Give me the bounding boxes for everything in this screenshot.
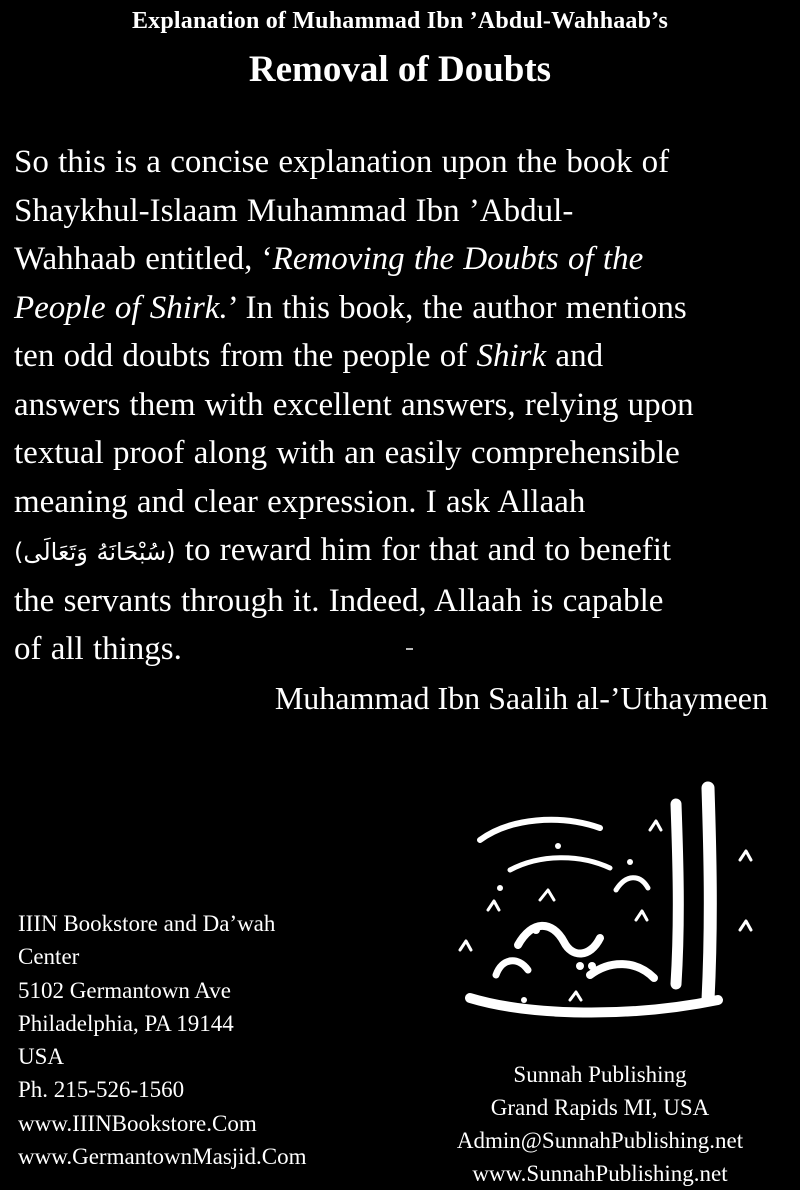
bookstore-country: USA: [18, 1044, 65, 1070]
description-line-part: ten odd doubts from the people of: [14, 338, 477, 374]
arabic-honorific: (سُبْحَانَهُ وَتَعَالَى): [14, 538, 176, 566]
description-line: textual proof along with an easily comprehensible: [14, 435, 680, 471]
description-line: meaning and clear expression. I ask Allaah: [14, 483, 586, 520]
description-line: Shaykhul-Islaam Muhammad Ibn ’Abdul-: [14, 192, 574, 229]
description-line-part: ’ In this book, the author mentions: [227, 289, 687, 326]
shirk-italic: Shirk: [476, 338, 547, 374]
description-line: [14, 235, 794, 284]
description-line: [14, 332, 794, 381]
publisher-website: www.SunnahPublishing.net: [472, 1161, 728, 1186]
cover-subtitle: Explanation of Muhammad Ibn ’Abdul-Wahhaab’s: [131, 8, 669, 34]
cover-title: Removal of Doubts: [248, 49, 552, 90]
publisher-name: Sunnah Publishing: [513, 1062, 687, 1087]
description-line: answers them with excellent answers, relying upon: [14, 386, 694, 423]
publisher-logo: [440, 770, 770, 1050]
description-text: [14, 138, 794, 674]
bookstore-website: www.IIINBookstore.Com: [18, 1110, 257, 1136]
description-line: [14, 526, 794, 577]
publisher-email: Admin@SunnahPublishing.net: [456, 1128, 744, 1153]
description-line: the servants through it. Indeed, Allaah is capable: [14, 582, 664, 619]
bookstore-name: IIIN Bookstore and Da’wah: [18, 911, 276, 936]
publisher-location: Grand Rapids MI, USA: [490, 1095, 710, 1120]
description-line: [14, 284, 794, 333]
book-title-italic: People of Shirk.: [14, 289, 228, 326]
bookstore-contact: [18, 907, 307, 1173]
description-line-part: and: [546, 338, 604, 374]
bookstore-city: Philadelphia, PA 19144: [18, 1010, 234, 1036]
masjid-website: www.GermantownMasjid.Com: [18, 1144, 307, 1170]
publisher-contact: [422, 1058, 778, 1190]
divider-mark: [406, 648, 413, 650]
bookstore-phone: Ph. 215-526-1560: [18, 1077, 185, 1103]
description-line-part: to reward him for that and to benefit: [175, 532, 672, 568]
book-title-italic: Removing the Doubts of the: [272, 241, 644, 277]
description-line: of all things.: [14, 631, 182, 667]
author-name: Muhammad Ibn Saalih al-’Uthaymeen: [274, 680, 768, 716]
bookstore-name-cont: Center: [18, 944, 80, 970]
bookstore-street: 5102 Germantown Ave: [18, 977, 231, 1003]
description-line-part: Wahhaab entitled, ‘: [14, 241, 273, 277]
description-line: So this is a concise explanation upon the book of: [14, 144, 670, 180]
